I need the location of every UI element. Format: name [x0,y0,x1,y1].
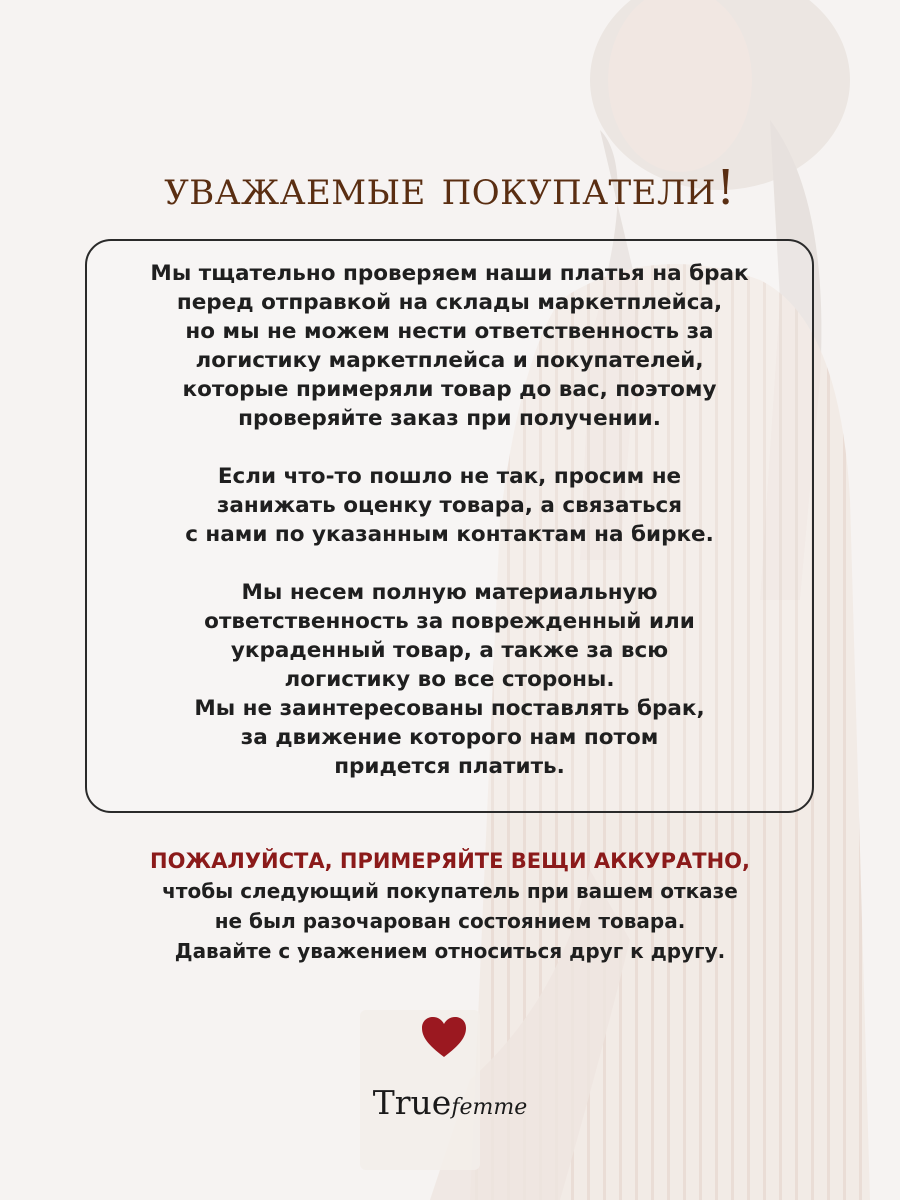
footer-accent-line: ПОЖАЛУЙСТА, ПРИМЕРЯЙТЕ ВЕЩИ АККУРАТНО, [150,849,750,873]
heart-icon [420,1015,468,1059]
notice-paragraph-1: Мы тщательно проверяем наши платья на брак перед отправкой на склады маркетплейса, но мы не можем нести ответственность за логистику маркетплейса и покупателей, которые примеряли товар до вас, поэтому проверяйте заказ при получении. [150,261,749,431]
brand-logo [0,1083,900,1122]
footer-message [0,846,900,966]
brand-word-true: True [372,1083,452,1122]
footer-body: чтобы следующий покупатель при вашем отказе не был разочарован состоянием товара. Давайте с уважением относиться друг к другу. [162,879,738,963]
page-title: уважаемые покупатели! [164,160,736,216]
brand-word-femme: femme [451,1095,528,1120]
notice-paragraph-3: Мы несем полную материальную ответственность за поврежденный или украденный товар, а также за всю логистику во все стороны. Мы не заинтересованы поставлять брак, за движение которого нам потом придется платить. [194,580,705,779]
notice-box [85,239,814,813]
notice-paragraph-2: Если что-то пошло не так, просим не занижать оценку товара, а связаться с нами по указанным контактам на бирке. [185,464,714,547]
